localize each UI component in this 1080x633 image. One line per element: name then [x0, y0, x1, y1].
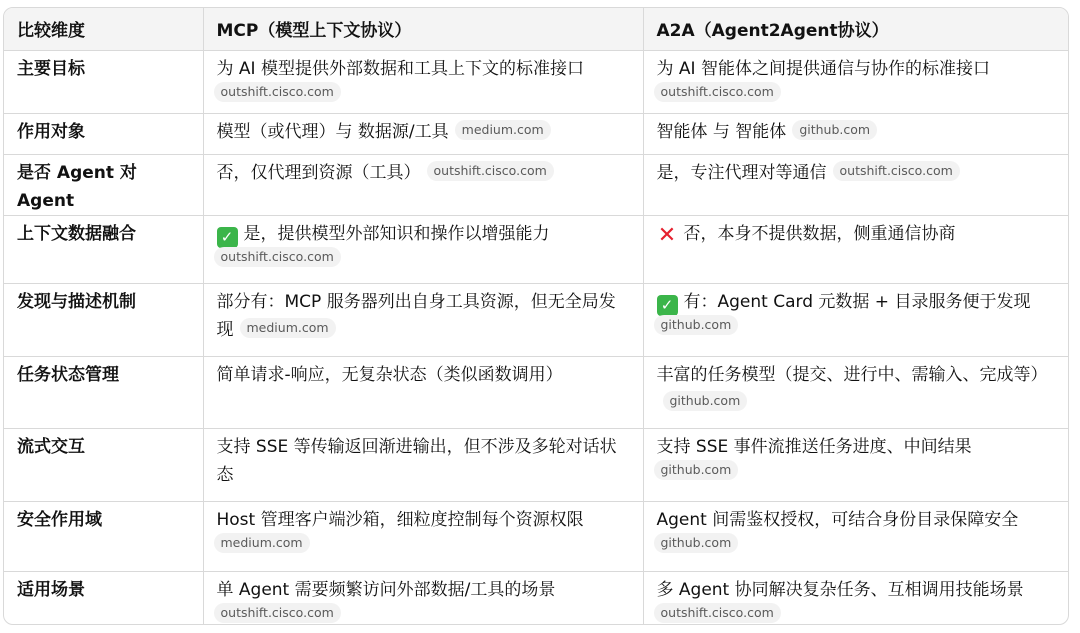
mcp-cell: [203, 215, 643, 283]
table-header-row: [4, 8, 1069, 50]
cross-mark-icon: ✕: [657, 222, 677, 248]
mcp-text: 简单请求-响应，无复杂状态（类似函数调用）: [216, 364, 563, 385]
check-mark-icon: ✓: [657, 295, 678, 316]
source-link[interactable]: outshift.cisco.com: [654, 603, 781, 623]
mcp-text: 为 AI 模型提供外部数据和工具上下文的标准接口: [216, 58, 584, 79]
a2a-text: Agent 间需鉴权授权，可结合身份目录保障安全: [656, 509, 1019, 530]
table-row: [4, 113, 1069, 154]
mcp-text: 是，提供模型外部知识和操作以增强能力: [243, 223, 550, 244]
row-dimension: 上下文数据融合: [4, 215, 203, 283]
source-link[interactable]: outshift.cisco.com: [214, 82, 341, 102]
source-link[interactable]: outshift.cisco.com: [427, 161, 554, 181]
comparison-table-container: [3, 7, 1069, 625]
table-row: [4, 428, 1069, 501]
source-link[interactable]: github.com: [654, 533, 739, 553]
header-a2a: A2A（Agent2Agent协议）: [643, 8, 1069, 50]
table-row: [4, 571, 1069, 625]
table-row: [4, 215, 1069, 283]
row-dimension: 适用场景: [4, 571, 203, 625]
row-dimension: 作用对象: [4, 113, 203, 154]
table-row: [4, 50, 1069, 113]
source-link[interactable]: github.com: [654, 460, 739, 480]
source-link[interactable]: medium.com: [240, 318, 336, 338]
a2a-text: 支持 SSE 事件流推送任务进度、中间结果: [656, 436, 972, 457]
a2a-text: 是，专注代理对等通信: [656, 162, 827, 183]
row-dimension: 任务状态管理: [4, 356, 203, 428]
a2a-cell: [643, 428, 1069, 501]
a2a-cell: [643, 50, 1069, 113]
header-mcp: MCP（模型上下文协议）: [203, 8, 643, 50]
comparison-table: [4, 8, 1069, 625]
source-link[interactable]: medium.com: [455, 120, 551, 140]
source-link[interactable]: github.com: [654, 315, 739, 335]
source-link[interactable]: github.com: [792, 120, 877, 140]
check-mark-icon: ✓: [217, 227, 238, 248]
table-row: [4, 501, 1069, 571]
table-row: [4, 154, 1069, 215]
a2a-text: 为 AI 智能体之间提供通信与协作的标准接口: [656, 58, 990, 79]
source-link[interactable]: medium.com: [214, 533, 310, 553]
mcp-cell: [203, 154, 643, 215]
mcp-text: 否，仅代理到资源（工具）: [216, 162, 421, 183]
mcp-cell: [203, 428, 643, 501]
a2a-cell: [643, 356, 1069, 428]
a2a-text: 否，本身不提供数据，侧重通信协商: [683, 223, 956, 244]
mcp-cell: [203, 501, 643, 571]
mcp-text: 部分有：MCP 服务器列出自身工具资源，但无全局发现: [216, 291, 616, 340]
source-link[interactable]: outshift.cisco.com: [654, 82, 781, 102]
row-dimension: 安全作用域: [4, 501, 203, 571]
mcp-text: 模型（或代理）与 数据源/工具: [216, 121, 449, 142]
a2a-cell: [643, 154, 1069, 215]
header-dimension: 比较维度: [4, 8, 203, 50]
row-dimension: 发现与描述机制: [4, 283, 203, 356]
source-link[interactable]: outshift.cisco.com: [214, 247, 341, 267]
a2a-cell: [643, 215, 1069, 283]
mcp-text: Host 管理客户端沙箱，细粒度控制每个资源权限: [216, 509, 584, 530]
a2a-text: 有：Agent Card 元数据 + 目录服务便于发现: [683, 291, 1031, 312]
a2a-text: 丰富的任务模型（提交、进行中、需输入、完成等）: [656, 364, 1048, 385]
a2a-cell: [643, 283, 1069, 356]
row-dimension: 流式交互: [4, 428, 203, 501]
source-link[interactable]: outshift.cisco.com: [214, 603, 341, 623]
mcp-cell: [203, 50, 643, 113]
table-row: [4, 356, 1069, 428]
a2a-cell: [643, 571, 1069, 625]
row-dimension: 是否 Agent 对 Agent: [4, 154, 203, 215]
mcp-cell: [203, 571, 643, 625]
row-dimension: 主要目标: [4, 50, 203, 113]
a2a-cell: [643, 501, 1069, 571]
a2a-text: 多 Agent 协同解决复杂任务、互相调用技能场景: [656, 579, 1024, 600]
mcp-cell: [203, 113, 643, 154]
mcp-cell: [203, 356, 643, 428]
mcp-text: 支持 SSE 等传输返回渐进输出，但不涉及多轮对话状态: [216, 436, 617, 485]
mcp-text: 单 Agent 需要频繁访问外部数据/工具的场景: [216, 579, 556, 600]
mcp-cell: [203, 283, 643, 356]
a2a-text: 智能体 与 智能体: [656, 121, 787, 142]
source-link[interactable]: outshift.cisco.com: [833, 161, 960, 181]
a2a-cell: [643, 113, 1069, 154]
source-link[interactable]: github.com: [663, 391, 748, 411]
table-row: [4, 283, 1069, 356]
